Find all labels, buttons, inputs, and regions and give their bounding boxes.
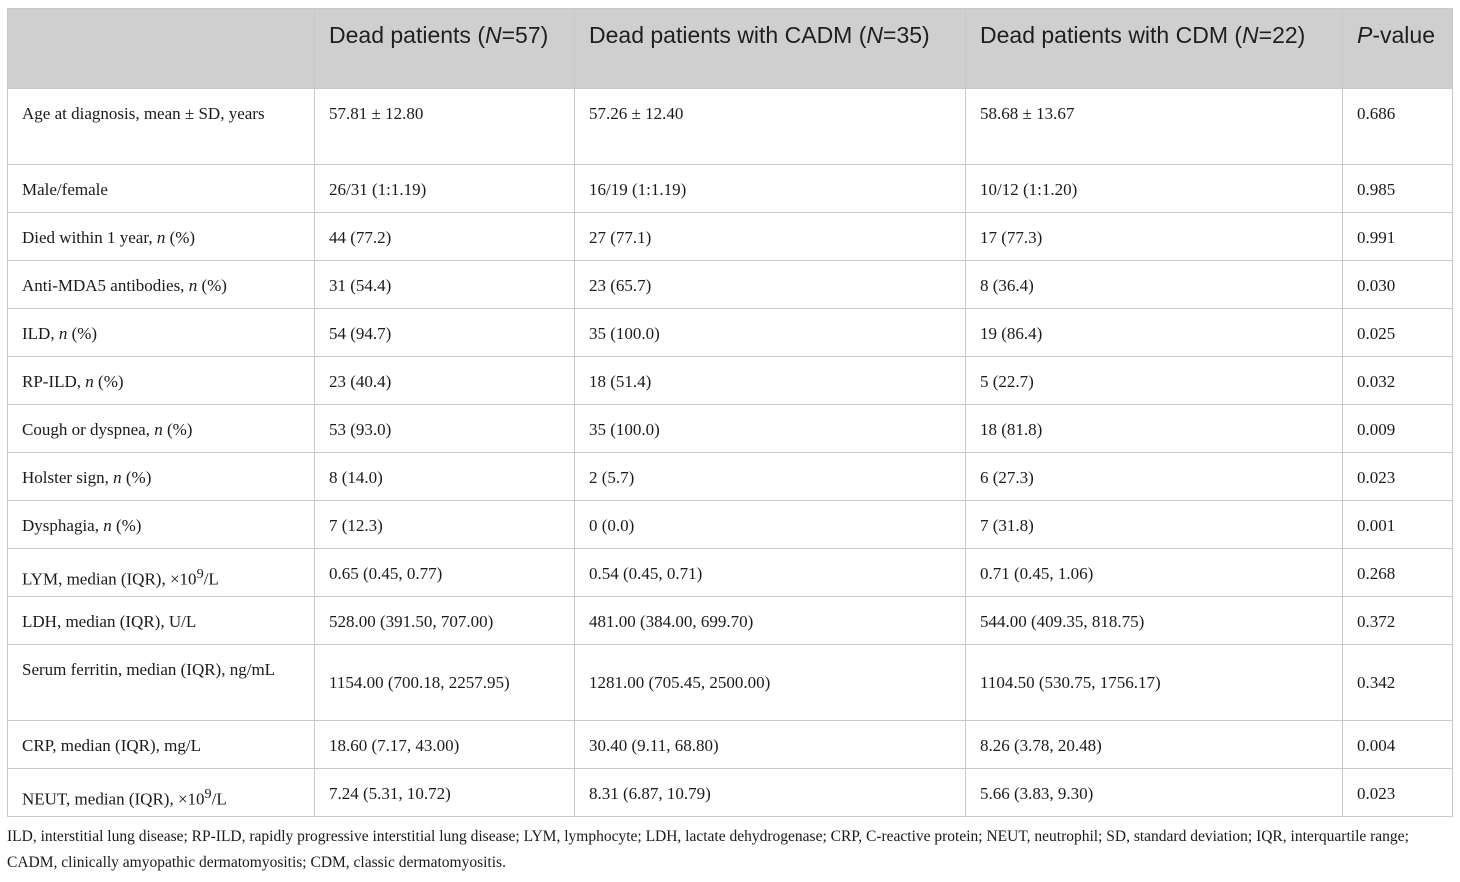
cell-all: 8 (14.0) bbox=[315, 453, 575, 501]
cell-p: 0.032 bbox=[1343, 357, 1453, 405]
cell-cadm: 18 (51.4) bbox=[575, 357, 966, 405]
cell-cdm: 5.66 (3.83, 9.30) bbox=[966, 769, 1343, 817]
cell-cdm: 5 (22.7) bbox=[966, 357, 1343, 405]
cell-all: 7 (12.3) bbox=[315, 501, 575, 549]
cell-all: 18.60 (7.17, 43.00) bbox=[315, 721, 575, 769]
cell-cdm: 10/12 (1:1.20) bbox=[966, 165, 1343, 213]
table-row bbox=[8, 645, 1453, 721]
row-label: Age at diagnosis, mean ± SD, years bbox=[8, 89, 315, 165]
cell-cadm: 0 (0.0) bbox=[575, 501, 966, 549]
cell-all: 0.65 (0.45, 0.77) bbox=[315, 549, 575, 597]
cell-all: 528.00 (391.50, 707.00) bbox=[315, 597, 575, 645]
cell-p: 0.030 bbox=[1343, 261, 1453, 309]
row-label: RP-ILD, n (%) bbox=[8, 357, 315, 405]
cell-cdm: 0.71 (0.45, 1.06) bbox=[966, 549, 1343, 597]
table-header bbox=[8, 9, 1453, 89]
cell-p: 0.268 bbox=[1343, 549, 1453, 597]
cell-p: 0.009 bbox=[1343, 405, 1453, 453]
row-label: Died within 1 year, n (%) bbox=[8, 213, 315, 261]
cell-p: 0.985 bbox=[1343, 165, 1453, 213]
cell-p: 0.023 bbox=[1343, 769, 1453, 817]
row-label: Cough or dyspnea, n (%) bbox=[8, 405, 315, 453]
row-label: NEUT, median (IQR), $\times 10^9/L$ bbox=[8, 769, 315, 817]
cell-cadm: 481.00 (384.00, 699.70) bbox=[575, 597, 966, 645]
row-label: Male/female bbox=[8, 165, 315, 213]
cell-p: 0.001 bbox=[1343, 501, 1453, 549]
cell-p: 0.686 bbox=[1343, 89, 1453, 165]
cell-all: 57.81 ± 12.80 bbox=[315, 89, 575, 165]
cell-all: 1154.00 (700.18, 2257.95) bbox=[315, 645, 575, 721]
data-table bbox=[7, 8, 1453, 817]
header-dead-cdm: Dead patients with CDM (N=22) bbox=[966, 9, 1343, 89]
table-row bbox=[8, 597, 1453, 645]
header-row bbox=[8, 9, 1453, 89]
cell-p: 0.004 bbox=[1343, 721, 1453, 769]
row-label: Anti-MDA5 antibodies, n (%) bbox=[8, 261, 315, 309]
cell-cdm: 17 (77.3) bbox=[966, 213, 1343, 261]
cell-cdm: 18 (81.8) bbox=[966, 405, 1343, 453]
table-row bbox=[8, 309, 1453, 357]
cell-cadm: 8.31 (6.87, 10.79) bbox=[575, 769, 966, 817]
table-row bbox=[8, 769, 1453, 817]
cell-cadm: 16/19 (1:1.19) bbox=[575, 165, 966, 213]
cell-cadm: 27 (77.1) bbox=[575, 213, 966, 261]
table-body bbox=[8, 89, 1453, 817]
table-row bbox=[8, 549, 1453, 597]
table-row bbox=[8, 357, 1453, 405]
cell-cadm: 0.54 (0.45, 0.71) bbox=[575, 549, 966, 597]
cell-all: 53 (93.0) bbox=[315, 405, 575, 453]
table-row bbox=[8, 721, 1453, 769]
table-row bbox=[8, 213, 1453, 261]
row-label: CRP, median (IQR), mg/L bbox=[8, 721, 315, 769]
cell-all: 31 (54.4) bbox=[315, 261, 575, 309]
cell-cdm: 7 (31.8) bbox=[966, 501, 1343, 549]
cell-p: 0.372 bbox=[1343, 597, 1453, 645]
header-p-value: P-value bbox=[1343, 9, 1453, 89]
cell-all: 23 (40.4) bbox=[315, 357, 575, 405]
row-label: ILD, n (%) bbox=[8, 309, 315, 357]
header-empty bbox=[8, 9, 315, 89]
cell-all: 54 (94.7) bbox=[315, 309, 575, 357]
cell-p: 0.025 bbox=[1343, 309, 1453, 357]
cell-cadm: 30.40 (9.11, 68.80) bbox=[575, 721, 966, 769]
cell-p: 0.991 bbox=[1343, 213, 1453, 261]
cell-all: 26/31 (1:1.19) bbox=[315, 165, 575, 213]
cell-cadm: 1281.00 (705.45, 2500.00) bbox=[575, 645, 966, 721]
cell-cadm: 35 (100.0) bbox=[575, 405, 966, 453]
header-dead-cadm: Dead patients with CADM (N=35) bbox=[575, 9, 966, 89]
table-row bbox=[8, 405, 1453, 453]
cell-cdm: 8 (36.4) bbox=[966, 261, 1343, 309]
cell-cdm: 1104.50 (530.75, 1756.17) bbox=[966, 645, 1343, 721]
cell-p: 0.342 bbox=[1343, 645, 1453, 721]
table-row bbox=[8, 261, 1453, 309]
table-footnote: ILD, interstitial lung disease; RP-ILD, rapidly progressive interstitial lung disease; LYM, lymphocyte; LDH, lactate dehydrogenase; CRP, C-reactive protein; NEUT, neutrophil; SD, standard deviation; IQR, interquartile range; CADM, clinically amyopathic dermatomyositis; CDM, classic dermatomyositis. bbox=[7, 828, 1409, 871]
cell-cdm: 19 (86.4) bbox=[966, 309, 1343, 357]
cell-cadm: 2 (5.7) bbox=[575, 453, 966, 501]
row-label: Holster sign, n (%) bbox=[8, 453, 315, 501]
cell-cdm: 6 (27.3) bbox=[966, 453, 1343, 501]
table-row bbox=[8, 501, 1453, 549]
header-dead-patients: Dead patients (N=57) bbox=[315, 9, 575, 89]
cell-all: 44 (77.2) bbox=[315, 213, 575, 261]
cell-cadm: 57.26 ± 12.40 bbox=[575, 89, 966, 165]
table-row bbox=[8, 453, 1453, 501]
row-label: LYM, median (IQR), $\times 10^9/L$ bbox=[8, 549, 315, 597]
cell-cdm: 58.68 ± 13.67 bbox=[966, 89, 1343, 165]
cell-cadm: 23 (65.7) bbox=[575, 261, 966, 309]
cell-p: 0.023 bbox=[1343, 453, 1453, 501]
cell-cdm: 544.00 (409.35, 818.75) bbox=[966, 597, 1343, 645]
cell-all: 7.24 (5.31, 10.72) bbox=[315, 769, 575, 817]
cell-cadm: 35 (100.0) bbox=[575, 309, 966, 357]
cell-cdm: 8.26 (3.78, 20.48) bbox=[966, 721, 1343, 769]
table-row bbox=[8, 165, 1453, 213]
table-row bbox=[8, 89, 1453, 165]
row-label: LDH, median (IQR), U/L bbox=[8, 597, 315, 645]
row-label: Serum ferritin, median (IQR), ng/mL bbox=[8, 645, 315, 721]
row-label: Dysphagia, n (%) bbox=[8, 501, 315, 549]
